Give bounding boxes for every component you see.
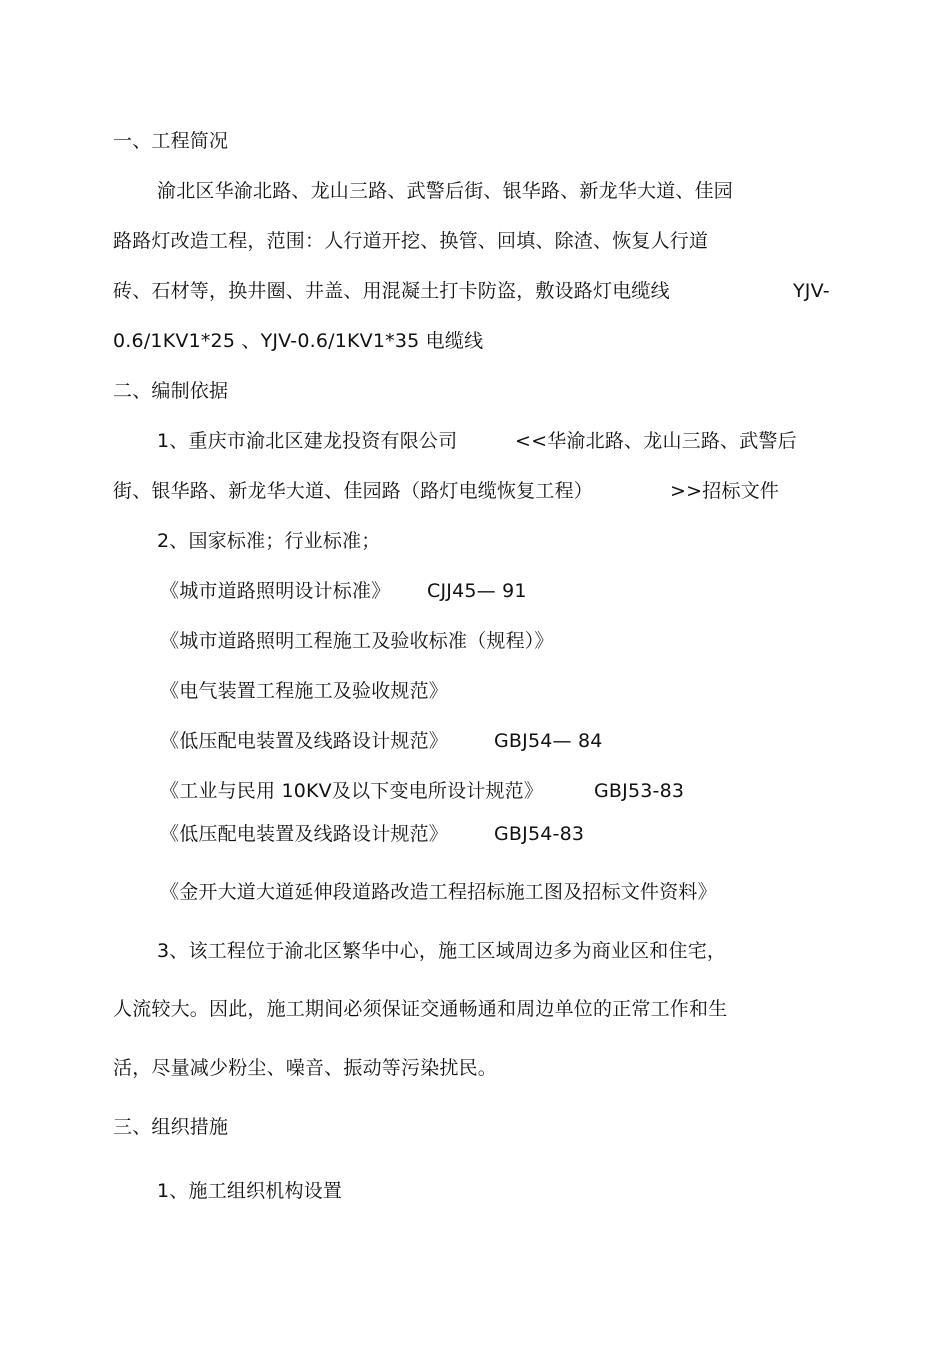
standard-code: CJJ45— 91: [427, 580, 527, 602]
standard-title: 《城市道路照明设计标准》: [160, 580, 391, 602]
list-item: 2、国家标准；行业标准；: [157, 530, 381, 552]
section-heading-2: 二、编制依据: [113, 380, 229, 402]
paragraph-line: 路路灯改造工程，范围：人行道开挖、换管、回填、除渣、恢复人行道: [113, 230, 709, 252]
standard-title: 《工业与民用 10KV及以下变电所设计规范》: [160, 780, 544, 802]
standard-code: GBJ54-83: [494, 823, 585, 845]
list-item-tail: <<华渝北路、龙山三路、武警后: [515, 430, 797, 452]
list-item-continuation: 活，尽量减少粉尘、噪音、振动等污染扰民。: [113, 1057, 498, 1079]
paragraph-line-tail: YJV-: [793, 280, 830, 302]
section-heading-3: 三、组织措施: [113, 1116, 229, 1138]
standard-title: 《电气装置工程施工及验收规范》: [160, 680, 449, 702]
paragraph-line: 砖、石材等，换井圈、井盖、用混凝土打卡防盗，敷设路灯电缆线: [113, 280, 670, 302]
list-item: 3、该工程位于渝北区繁华中心，施工区域周边多为商业区和住宅，: [157, 940, 727, 962]
standard-title: 《低压配电装置及线路设计规范》: [160, 823, 449, 845]
list-item: 1、重庆市渝北区建龙投资有限公司: [157, 430, 458, 452]
standard-title: 《金开大道大道延伸段道路改造工程招标施工图及招标文件资料》: [160, 881, 717, 903]
paragraph-line: 0.6/1KV1*25 、YJV-0.6/1KV1*35 电缆线: [113, 330, 484, 352]
paragraph-line: 渝北区华渝北路、龙山三路、武警后街、银华路、新龙华大道、佳园: [157, 180, 734, 202]
standard-title: 《低压配电装置及线路设计规范》: [160, 730, 449, 752]
list-item: 1、施工组织机构设置: [157, 1180, 343, 1202]
standard-code: GBJ53-83: [594, 780, 685, 802]
list-item-continuation: 人流较大。因此，施工期间必须保证交通畅通和周边单位的正常工作和生: [113, 998, 728, 1020]
list-item-tail: >>招标文件: [670, 480, 780, 502]
standard-code: GBJ54— 84: [494, 730, 603, 752]
standard-title: 《城市道路照明工程施工及验收标准（规程）》: [160, 630, 554, 652]
list-item-continuation: 街、银华路、新龙华大道、佳园路（路灯电缆恢复工程）: [113, 480, 594, 502]
section-heading-1: 一、工程简况: [113, 130, 229, 152]
